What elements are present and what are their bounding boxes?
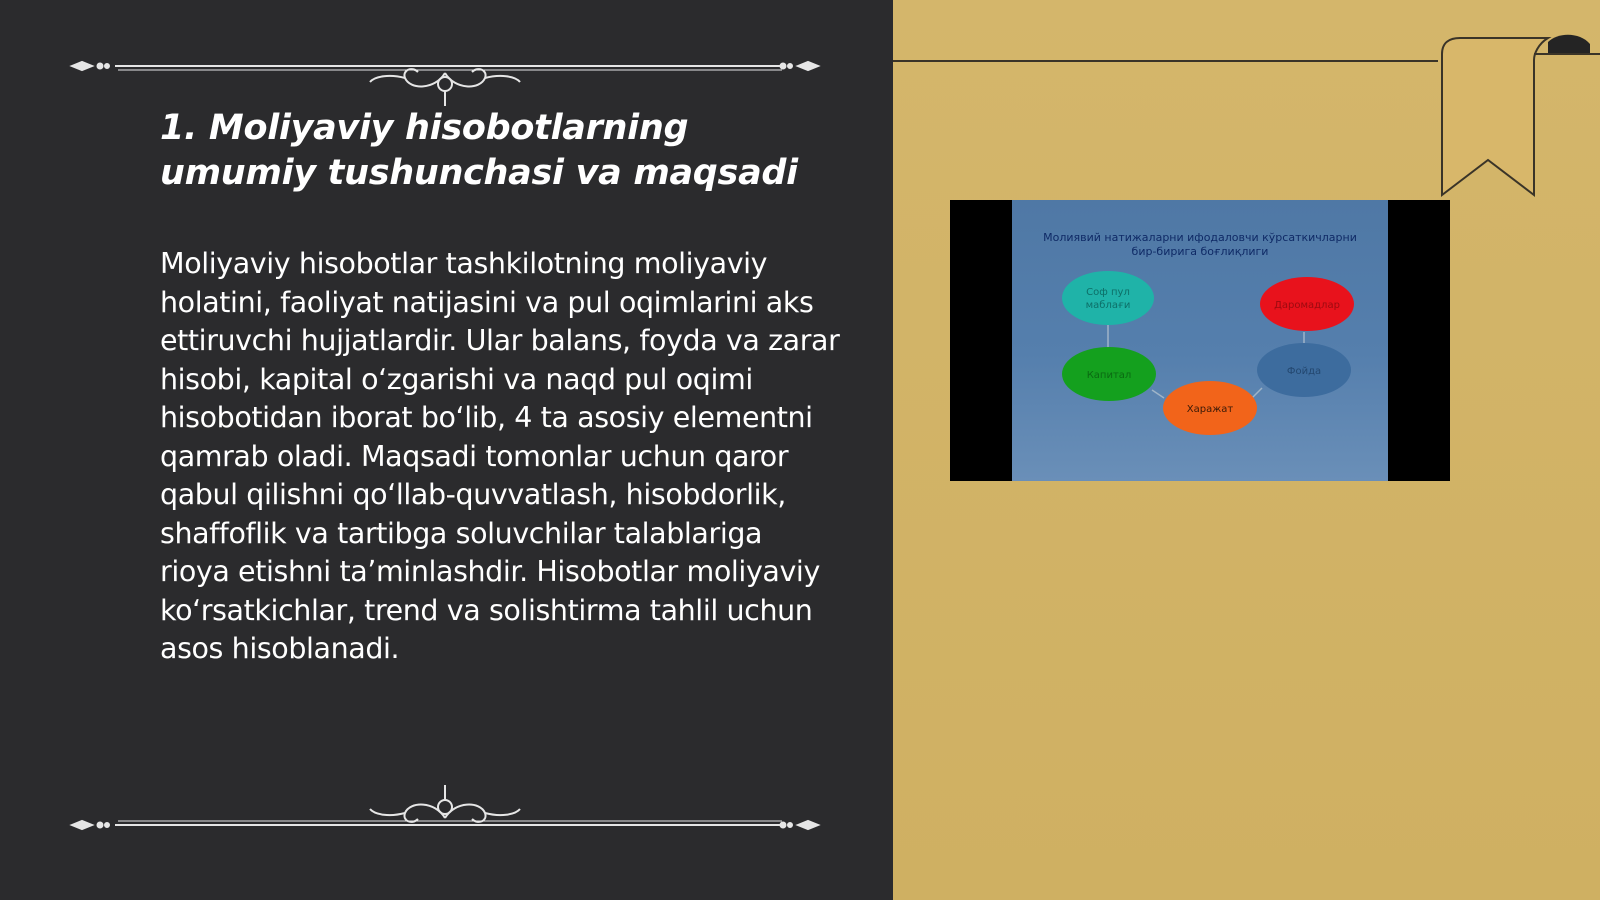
diagram-node-net-cash-label-2: маблағи	[1085, 300, 1131, 311]
diagram-heading-line-1: Молиявий натижаларни ифодаловчи кўрсаткичларни	[1043, 231, 1357, 244]
diagram-node-expense-label: Харажат	[1186, 404, 1234, 415]
diagram-node-net-cash	[1062, 271, 1154, 325]
slide-body-text: Moliyaviy hisobotlar tashkilotning moliyaviy holatini, faoliyat natijasini va pul oqimlarini aks ettiruvchi hujjatlardir. Ular balans, foyda va zarar hisobi, kapital oʻzgarishi va naqd pul oqimi hisobotidan iborat boʻlib, 4 ta asosiy elementni qamrab oladi. Maqsadi tomonlar uchun qaror qabul qilishni qoʻllab-quvvatlash, hisobdorlik, shaffoflik va tartibga soluvchilar talablariga rioya etishni taʼminlashdir. Hisobotlar moliyaviy koʻrsatkichlar, trend va solishtirma tahlil uchun asos hisoblanadi.	[160, 247, 840, 665]
embedded-diagram-image[interactable]	[950, 200, 1450, 481]
diagram-slide-thumbnail	[1012, 200, 1388, 481]
bottom-ornament-divider	[60, 770, 830, 840]
diagram-node-net-cash-label-1: Соф пул	[1086, 287, 1130, 298]
diagram-node-profit-label: Фойда	[1286, 366, 1322, 377]
header-rule-line	[893, 60, 1438, 62]
bookmark-ribbon-icon	[1430, 30, 1600, 205]
diagram-heading-line-2: бир-бирига боғлиқлиги	[1131, 245, 1269, 258]
diagram-node-capital-label: Капитал	[1086, 370, 1132, 381]
slide-title: 1. Moliyaviy hisobotlarning umumiy tushunchasi va maqsadi	[160, 108, 798, 193]
diagram-node-revenue-label: Даромадлар	[1274, 300, 1340, 311]
top-ornament-divider	[60, 40, 830, 110]
